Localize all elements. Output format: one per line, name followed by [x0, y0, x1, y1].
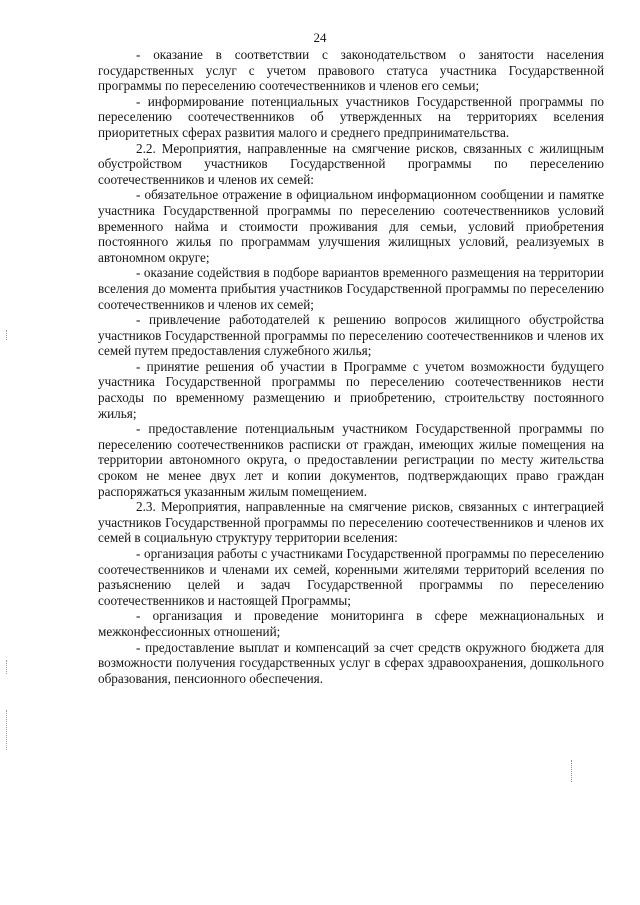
scan-artifact — [6, 660, 9, 674]
scan-artifact — [6, 330, 9, 340]
document-body — [98, 47, 604, 686]
paragraph: - предоставление потенциальным участником Государственной программы по переселению соотечественников расписки от граждан, имеющих жилые помещения на территории автономного округа, о предоставлении регистрации по месту жительства сроком не менее двух лет и копии документов, подтверждающих право граждан распоряжаться указанным жилым помещением. — [98, 421, 604, 499]
paragraph: - организация работы с участниками Государственной программы по переселению соотечественников и членами их семей, коренными жителями территорий вселения по разъяснению целей и задач Государственной программы по переселению соотечественников и настоящей Программы; — [98, 546, 604, 608]
paragraph: - оказание содействия в подборе вариантов временного размещения на территории вселения до момента прибытия участников Государственной программы по переселению соотечественников и членов их семей; — [98, 265, 604, 312]
paragraph: - предоставление выплат и компенсаций за счет средств окружного бюджета для возможности получения государственных услуг в сферах здравоохранения, дошкольного образования, пенсионного обеспечения. — [98, 639, 604, 686]
paragraph: - обязательное отражение в официальном информационном сообщении и памятке участника Государственной программы по переселению соотечественников условий временного найма и стоимости проживания для семьи, условий приобретения постоянного жилья по программам улучшения жилищных условий, реализуемых в автономном округе; — [98, 187, 604, 265]
paragraph: - привлечение работодателей к решению вопросов жилищного обустройства участников Государственной программы по переселению соотечественников и членов их семей путем предоставления служебного жилья; — [98, 312, 604, 359]
section-heading-paragraph: 2.3. Мероприятия, направленные на смягчение рисков, связанных с интеграцией участников Государственной программы по переселению соотечественников и членов их семей в социальную структуру территории вселения: — [98, 499, 604, 546]
paragraph: - организация и проведение мониторинга в сфере межнациональных и межконфессионных отношений; — [98, 608, 604, 639]
section-heading-paragraph: 2.2. Мероприятия, направленные на смягчение рисков, связанных с жилищным обустройством участников Государственной программы по переселению соотечественников и членов их семей: — [98, 140, 604, 187]
scan-artifact — [6, 710, 9, 750]
page-number: 24 — [313, 30, 327, 45]
paragraph: - информирование потенциальных участников Государственной программы по переселению соотечественников об утвержденных на территориях вселения приоритетных сферах развития малого и среднего предпринимательства. — [98, 93, 604, 140]
scan-artifact — [571, 760, 574, 782]
paragraph: - принятие решения об участии в Программе с учетом возможности будущего участника Государственной программы по переселению соотечественников нести расходы по временному размещению и приобретению, строительству постоянного жилья; — [98, 358, 604, 421]
paragraph: - оказание в соответствии с законодательством о занятости населения государственных услуг с учетом правового статуса участника Государственной программы по переселению соотечественников и членов его семьи; — [98, 47, 604, 94]
